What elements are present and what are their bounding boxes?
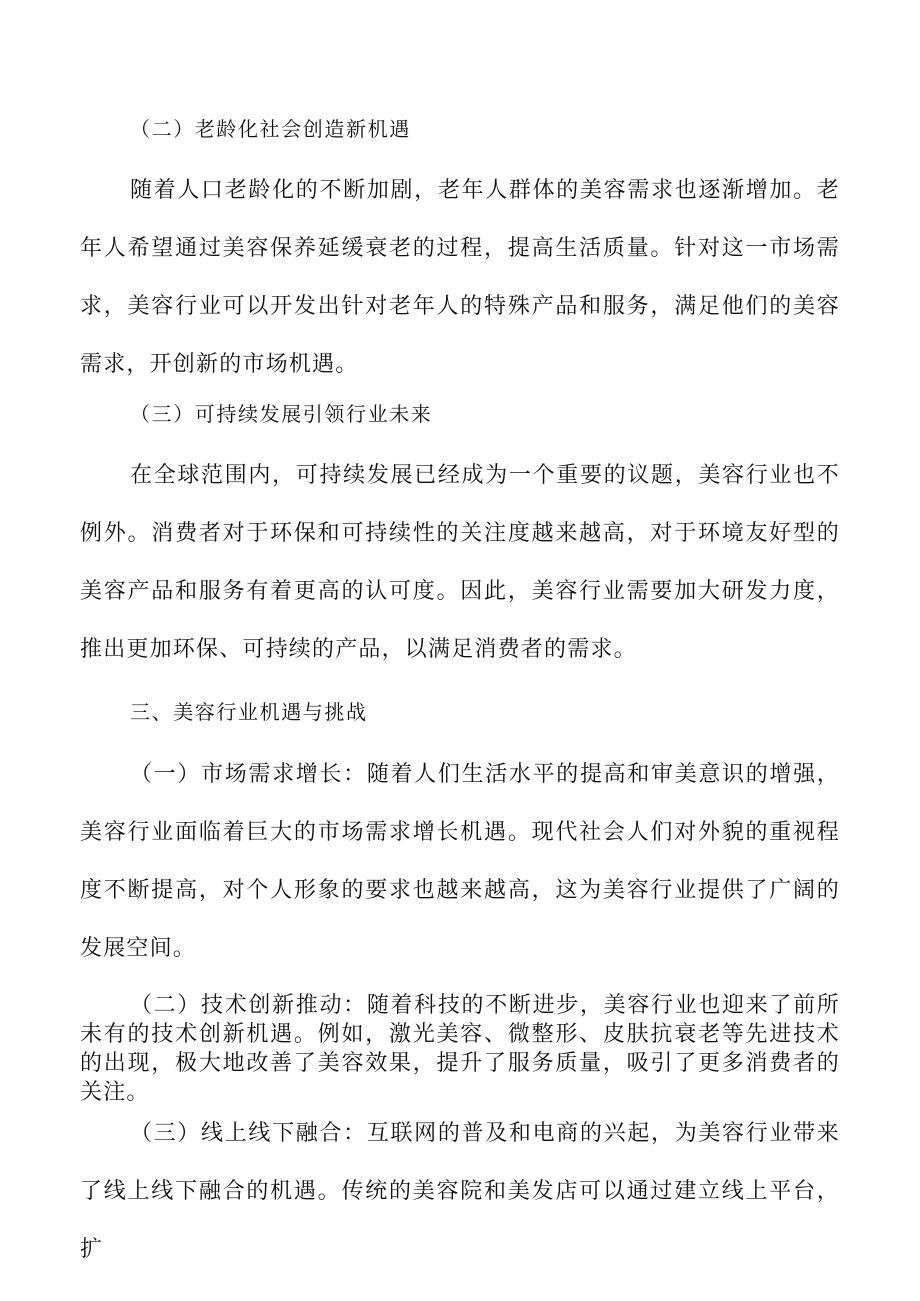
paragraph-online-offline: （三）线上线下融合：互联网的普及和电商的兴起，为美容行业带来了线上线下融合的机遇。传统的美容院和美发店可以通过建立线上平台，扩 xyxy=(80,1121,840,1262)
paragraph-sustainable: 在全球范围内，可持续发展已经成为一个重要的议题，美容行业也不例外。消费者对于环保和可持续性的关注度越来越高，对于环境友好型的美容产品和服务有着更高的认可度。因此，美容行业需要加大研发力度，推出更加环保、可持续的产品，以满足消费者的需求。 xyxy=(80,463,840,662)
chapter-heading: 三、美容行业机遇与挑战 xyxy=(130,700,368,724)
section-heading-aging: （二）老龄化社会创造新机遇 xyxy=(130,117,411,141)
paragraph-aging: 随着人口老龄化的不断加剧，老年人群体的美容需求也逐渐增加。老年人希望通过美容保养延缓衰老的过程，提高生活质量。针对这一市场需求，美容行业可以开发出针对老年人的特殊产品和服务，满足他们的美容需求，开创新的市场机遇。 xyxy=(80,178,840,377)
paragraph-market-demand: （一）市场需求增长：随着人们生活水平的提高和审美意识的增强，美容行业面临着巨大的市场需求增长机遇。现代社会人们对外貌的重视程度不断提高，对个人形象的要求也越来越高，这为美容行业提供了广阔的发展空间。 xyxy=(80,762,840,961)
paragraph-tech-innovation: （二）技术创新推动：随着科技的不断进步，美容行业也迎来了前所未有的技术创新机遇。例如，激光美容、微整形、皮肤抗衰老等先进技术的出现，极大地改善了美容效果，提升了服务质量，吸引了更多消费者的关注。 xyxy=(80,993,840,1105)
section-heading-sustainable: （三）可持续发展引领行业未来 xyxy=(130,402,433,426)
